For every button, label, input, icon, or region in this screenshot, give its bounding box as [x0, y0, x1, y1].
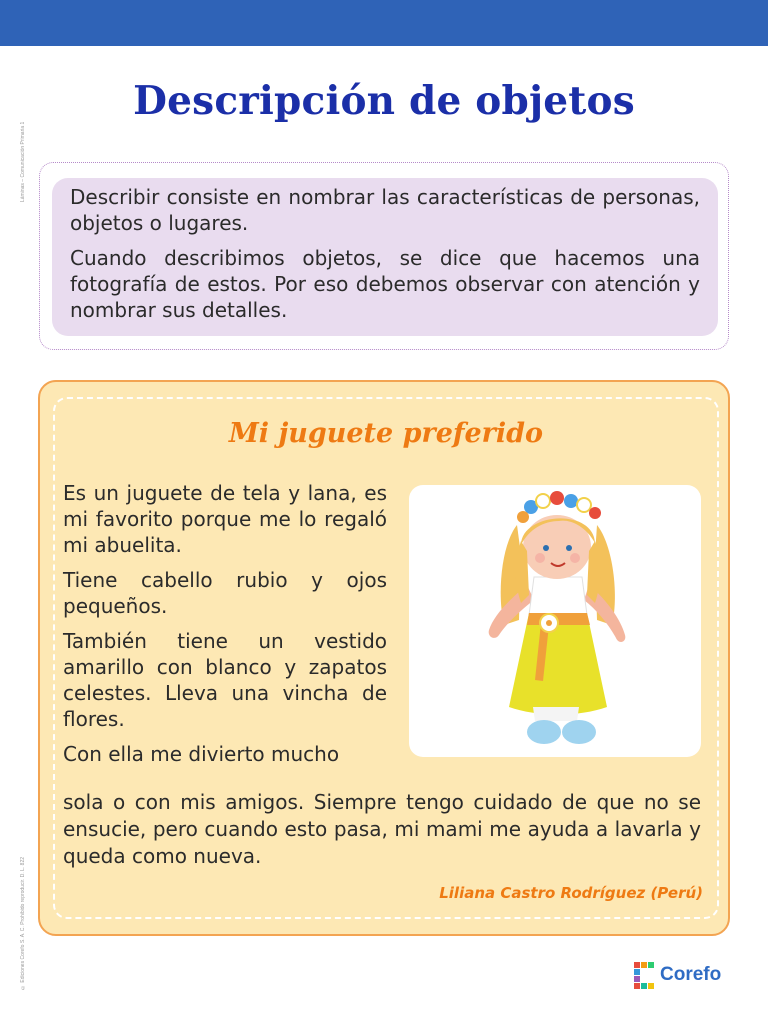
header-bar — [0, 0, 768, 46]
story-paragraph-4-rest: sola o con mis amigos. Siempre tengo cuidado de que no se ensucie, pero cuando esto pasa, mi mami me ayuda a lavarla y queda como nueva. — [63, 790, 701, 868]
story-text-wide — [63, 789, 701, 870]
story-title: Mi juguete preferido — [228, 418, 544, 449]
story-paragraph-1: Es un juguete de tela y lana, es mi favorito porque me lo regaló mi abuelita. — [63, 481, 387, 557]
story-paragraph-2: Tiene cabello rubio y ojos pequeños. — [63, 568, 387, 618]
copyright-note: © Ediciones Corefo S. A. C. Prohibido reproducir. D. L. 822 — [20, 856, 26, 990]
story-paragraph-3: También tiene un vestido amarillo con blanco y zapatos celestes. Lleva una vincha de flores. — [63, 629, 387, 731]
page-title: Descripción de objetos — [133, 78, 635, 124]
brand-name: Corefo — [660, 964, 722, 985]
story-text-column — [63, 480, 387, 776]
definition-paragraph-1: Describir consiste en nombrar las características de personas, objetos o lugares. — [70, 185, 700, 235]
definition-paragraph-2: Cuando describimos objetos, se dice que hacemos una fotografía de estos. Por eso debemos observar con atención y nombrar sus detalles. — [70, 246, 700, 322]
story-paragraph-4-start: Con ella me divierto mucho — [63, 742, 340, 766]
doll-photo — [409, 485, 701, 757]
definition-box — [52, 178, 718, 336]
author-credit: Liliana Castro Rodríguez (Perú) — [439, 884, 703, 902]
doll-illustration — [409, 485, 701, 757]
side-note-top: Láminas – Comunicación Primaria 1 — [20, 121, 26, 202]
